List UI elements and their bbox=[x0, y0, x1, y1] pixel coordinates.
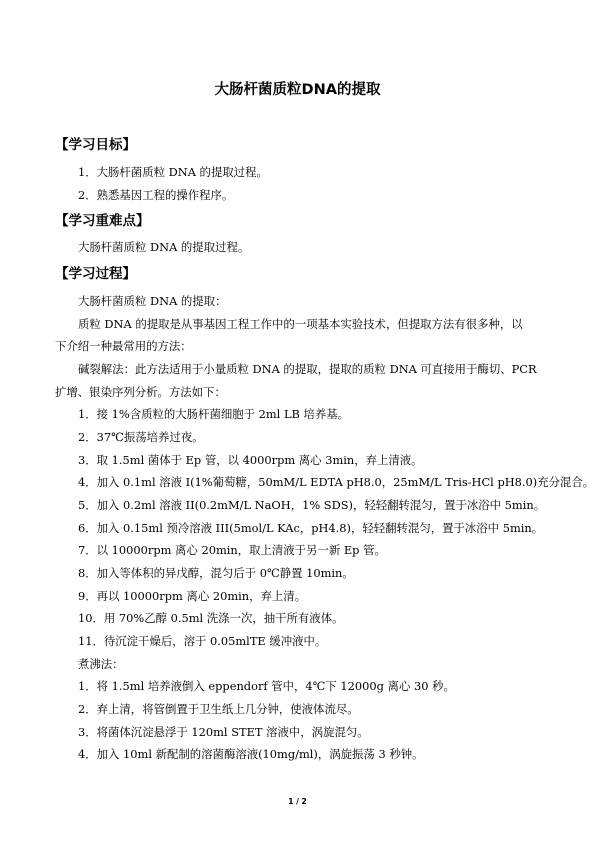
boiling-step: 2．弃上清，将管倒置于卫生纸上几分钟，使液体流尽。 bbox=[78, 702, 359, 716]
alkaline-step: 10．用 70%乙醇 0.5ml 洗涤一次，抽干所有液体。 bbox=[78, 611, 344, 625]
alkaline-step: 5．加入 0.2ml 溶液 II(0.2mM/L NaOH，1% SDS)，轻轻翻转混匀，置于冰浴中 5min。 bbox=[78, 498, 546, 512]
alkaline-step: 8．加入等体积的异戊醇，混匀后于 0℃静置 10min。 bbox=[78, 566, 354, 580]
page-number: 1 / 2 bbox=[288, 797, 307, 806]
alkaline-step: 7．以 10000rpm 离心 20min，取上清液于另一新 Ep 管。 bbox=[78, 543, 386, 557]
alkaline-step: 3．取 1.5ml 菌体于 Ep 管，以 4000rpm 离心 3min，弃上清液。 bbox=[78, 453, 423, 467]
key-points-text: 大肠杆菌质粒 DNA 的提取过程。 bbox=[78, 240, 250, 254]
document-title: 大肠杆菌质粒DNA的提取 bbox=[214, 82, 381, 98]
alkaline-step: 1．接 1%含质粒的大肠杆菌细胞于 2ml LB 培养基。 bbox=[78, 407, 350, 421]
alkaline-step: 2．37℃振荡培养过夜。 bbox=[78, 430, 204, 444]
heading-key-points: 【学习重难点】 bbox=[55, 213, 150, 229]
alkaline-step: 6．加入 0.15ml 预冷溶液 III(5mol/L KAc，pH4.8)，轻轻翻转混匀，置于冰浴中 5min。 bbox=[78, 521, 544, 535]
heading-process: 【学习过程】 bbox=[55, 266, 136, 282]
boiling-step: 3．将菌体沉淀悬浮于 120ml STET 溶液中，涡旋混匀。 bbox=[78, 725, 369, 739]
goal-item: 1．大肠杆菌质粒 DNA 的提取过程。 bbox=[78, 165, 268, 179]
boiling-label: 煮沸法： bbox=[78, 657, 124, 671]
boiling-step: 1．将 1.5ml 培养液倒入 eppendorf 管中，4℃下 12000g 离心 30 秒。 bbox=[78, 679, 455, 693]
paragraph-line: 扩增、银染序列分析。方法如下： bbox=[55, 385, 226, 399]
alkaline-step: 11．待沉淀干燥后，溶于 0.05mlTE 缓冲液中。 bbox=[78, 634, 327, 648]
alkaline-step: 9．再以 10000rpm 离心 20min，弃上清。 bbox=[78, 589, 307, 603]
boiling-step: 4．加入 10ml 新配制的溶菌酶溶液(10mg/ml)，涡旋振荡 3 秒钟。 bbox=[78, 747, 424, 761]
heading-goals: 【学习目标】 bbox=[55, 137, 136, 153]
paragraph-line: 碱裂解法：此方法适用于小量质粒 DNA 的提取，提取的质粒 DNA 可直接用于酶切、PCR bbox=[78, 362, 537, 376]
alkaline-step: 4．加入 0.1ml 溶液 I(1%葡萄糖，50mM/L EDTA pH8.0，25mM/L Tris-HCl pH8.0)充分混合。 bbox=[78, 475, 595, 489]
process-intro: 大肠杆菌质粒 DNA 的提取： bbox=[78, 294, 227, 308]
paragraph-line: 质粒 DNA 的提取是从事基因工程工作中的一项基本实验技术，但提取方法有很多种，以 bbox=[78, 317, 523, 331]
paragraph-line: 下介绍一种最常用的方法： bbox=[55, 339, 192, 353]
goal-item: 2．熟悉基因工程的操作程序。 bbox=[78, 188, 234, 202]
